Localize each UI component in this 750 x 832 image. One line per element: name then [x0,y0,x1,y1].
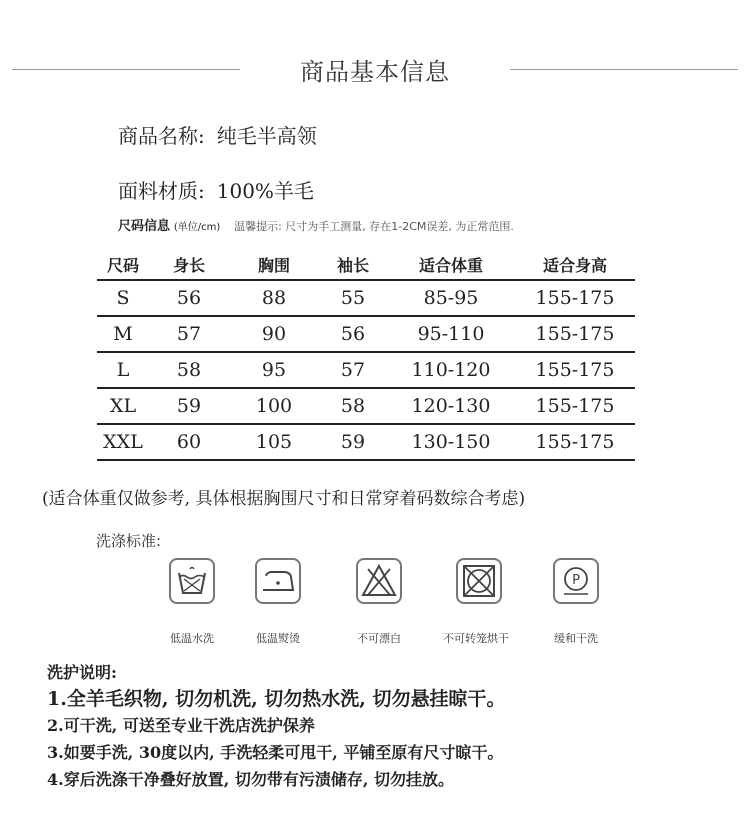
cell-sleeve: 58 [319,388,387,424]
icon-label-low-temp-iron: 低温熨烫 [256,632,300,645]
cell-size: S [97,280,149,316]
table-row [97,280,635,316]
cell-height: 155-175 [515,388,635,424]
cell-height: 155-175 [515,280,635,316]
col-header-size: 尺码 [97,250,149,280]
low-temp-wash-icon [168,557,216,605]
cell-weight: 110-120 [387,352,515,388]
size-info-header [118,215,514,234]
product-name-row [118,120,317,149]
no-tumble-dry-icon [455,557,503,605]
cell-length: 59 [149,388,229,424]
cell-length: 56 [149,280,229,316]
gentle-dry-clean-icon [552,557,600,605]
table-row [97,316,635,352]
care-item-4: 4.穿后洗涤干净叠好放置, 切勿带有污渍储存, 切勿挂放。 [47,770,454,789]
icon-label-gentle-dry-clean: 缓和干洗 [554,632,598,645]
size-info-unit: (单位/cm) [173,222,221,233]
size-info-title: 尺码信息 [118,219,171,234]
col-header-length: 身长 [149,250,229,280]
cell-size: L [97,352,149,388]
product-material-label: 面料材质: [118,179,205,203]
table-row [97,352,635,388]
cell-length: 60 [149,424,229,460]
size-info-tip: 温馨提示: 尺寸为手工测量, 存在1-2CM误差, 为正常范围. [234,220,514,233]
care-item-2: 2.可干洗, 可送至专业干洗店洗护保养 [47,716,315,735]
cell-height: 155-175 [515,316,635,352]
care-item-3: 3.如要手洗, 30度以内, 手洗轻柔可甩干, 平铺至原有尺寸晾干。 [47,743,504,762]
care-item-1: 1.全羊毛织物, 切勿机洗, 切勿热水洗, 切勿悬挂晾干。 [47,688,506,710]
cell-sleeve: 55 [319,280,387,316]
cell-size: XL [97,388,149,424]
col-header-chest: 胸围 [229,250,319,280]
cell-weight: 85-95 [387,280,515,316]
product-name-value: 纯毛半高领 [216,124,317,148]
cell-weight: 130-150 [387,424,515,460]
cell-chest: 88 [229,280,319,316]
cell-size: XXL [97,424,149,460]
svg-text:P: P [572,573,580,588]
care-instructions-title: 洗护说明: [47,663,117,682]
cell-chest: 100 [229,388,319,424]
icon-label-no-bleach: 不可漂白 [357,632,401,645]
product-material-value: 100%羊毛 [216,179,314,203]
cell-weight: 120-130 [387,388,515,424]
col-header-weight: 适合体重 [387,250,515,280]
cell-sleeve: 57 [319,352,387,388]
washing-standard-title: 洗涤标准: [96,532,162,550]
cell-weight: 95-110 [387,316,515,352]
product-material-row [118,175,314,204]
cell-chest: 90 [229,316,319,352]
size-note: (适合体重仅做参考, 具体根据胸围尺寸和日常穿着码数综合考虑) [42,489,526,509]
no-bleach-icon [355,557,403,605]
size-table [97,250,635,461]
cell-height: 155-175 [515,352,635,388]
cell-length: 58 [149,352,229,388]
cell-sleeve: 59 [319,424,387,460]
col-header-height: 适合身高 [515,250,635,280]
cell-sleeve: 56 [319,316,387,352]
table-row [97,388,635,424]
cell-size: M [97,316,149,352]
cell-chest: 105 [229,424,319,460]
low-temp-iron-icon [254,557,302,605]
cell-height: 155-175 [515,424,635,460]
col-header-sleeve: 袖长 [319,250,387,280]
size-table-header-row [97,250,635,280]
cell-chest: 95 [229,352,319,388]
product-name-label: 商品名称: [118,124,205,148]
icon-label-low-temp-wash: 低温水洗 [170,632,214,645]
table-row [97,424,635,460]
page-title: 商品基本信息 [300,58,450,86]
cell-length: 57 [149,316,229,352]
title-divider-right [510,69,738,70]
icon-label-no-tumble-dry: 不可转笼烘干 [443,632,509,645]
